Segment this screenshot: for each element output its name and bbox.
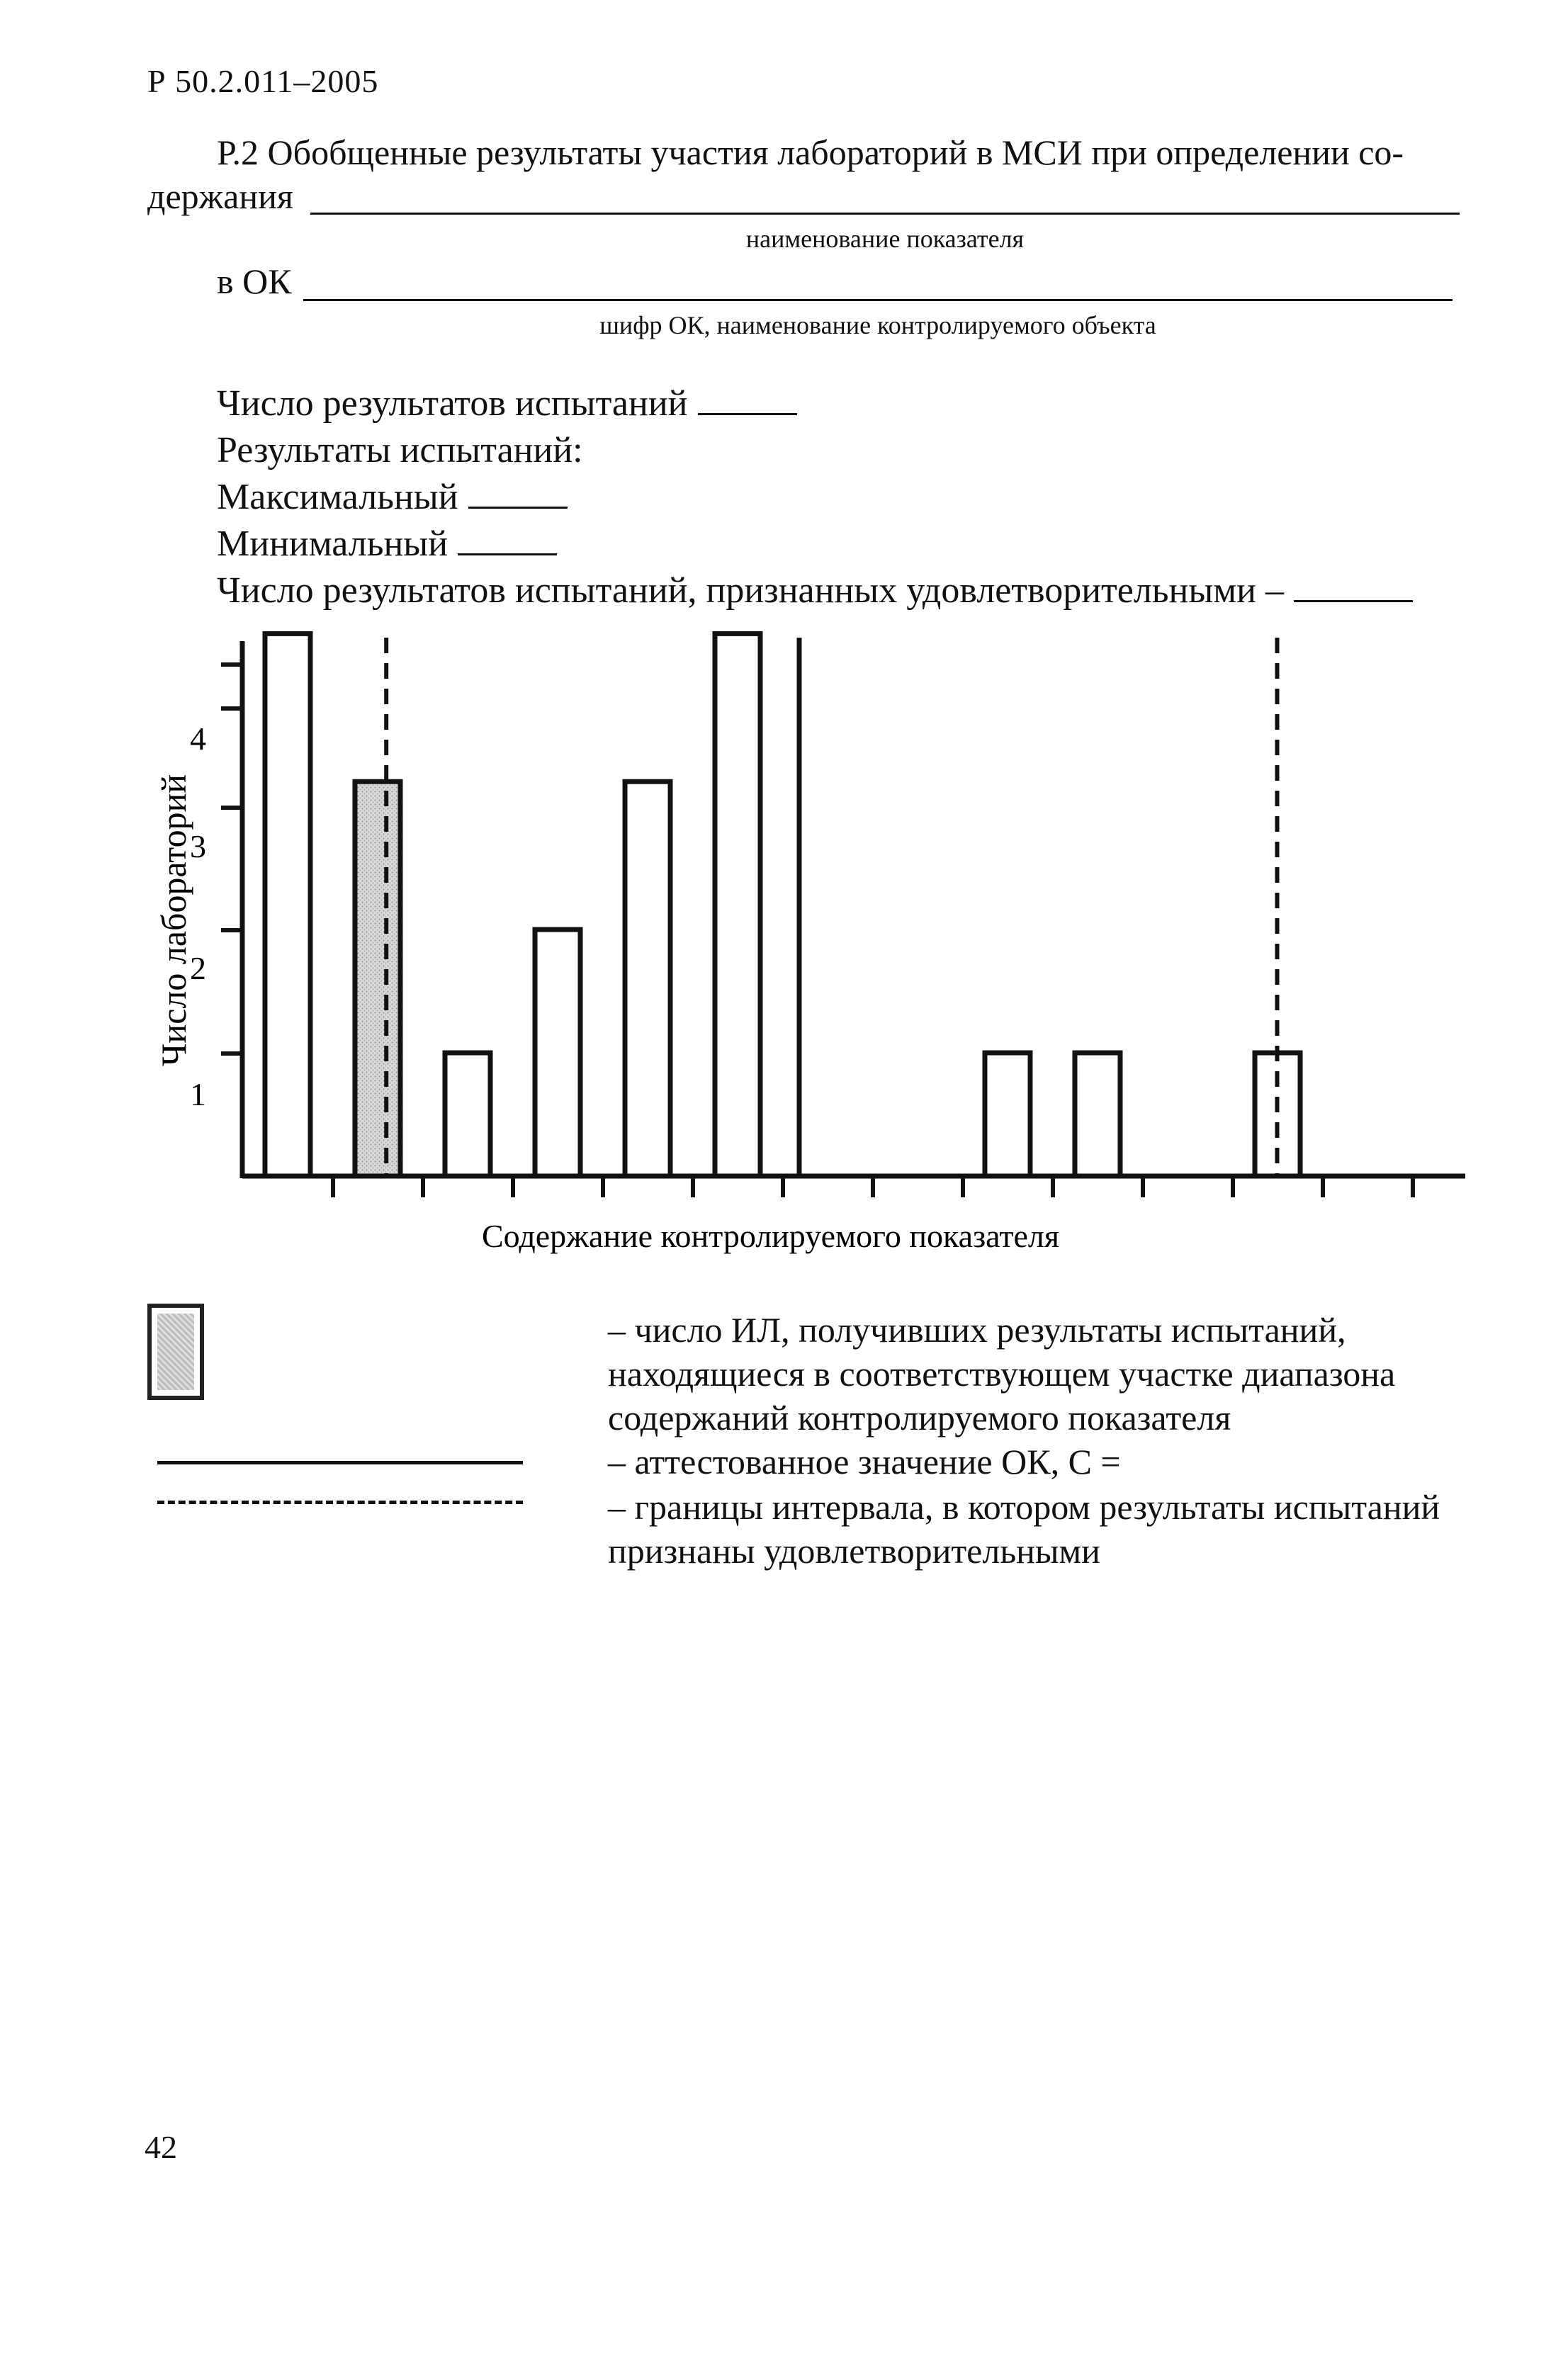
min-label: Минимальный <box>217 524 449 564</box>
document-code: Р 50.2.011–2005 <box>147 63 379 99</box>
indicator-name-caption: наименование показателя <box>745 225 1025 253</box>
y-axis-label: Число лабораторий <box>154 774 193 1066</box>
legend-dashed-line <box>157 1501 523 1504</box>
histogram-bar <box>445 1053 490 1176</box>
histogram-bar <box>355 781 400 1176</box>
histogram-bar <box>625 781 670 1176</box>
section-title-line2: держания <box>147 176 293 216</box>
y-tick-label: 3 <box>190 828 206 864</box>
y-tick-label: 4 <box>190 721 206 757</box>
ok-label: в ОК <box>217 261 292 301</box>
histogram-bar <box>985 1053 1030 1176</box>
legend-solid-line <box>157 1461 523 1464</box>
histogram-bar <box>715 633 760 1176</box>
bars-layer <box>265 633 1300 1176</box>
y-tick-label: 2 <box>190 950 206 986</box>
legend-shaded-text: – число ИЛ, получивших результаты испытаний, находящиеся в соответствующем участке диапазона содержаний контролируемого показателя <box>608 1310 1396 1438</box>
legend-dashed-text: – границы интервала, в котором результаты испытаний признаны удовлетворительными <box>608 1487 1440 1571</box>
section-title-line1: Р.2 Обобщенные результаты участия лабораторий в МСИ при определении со- <box>217 132 1404 172</box>
ok-object-caption: шифр ОК, наименование контролируемого объекта <box>599 311 1156 339</box>
histogram-bar <box>1075 1053 1120 1176</box>
results-heading: Результаты испытаний: <box>217 430 583 470</box>
histogram-bar <box>535 930 580 1176</box>
max-label: Максимальный <box>217 477 458 517</box>
x-axis-label: Содержание контролируемого показателя <box>482 1218 1060 1254</box>
legend-shaded-swatch <box>147 1304 204 1400</box>
satisfactory-label: Число результатов испытаний, признанных удовлетворительными – <box>217 570 1284 611</box>
page-number: 42 <box>145 2129 177 2165</box>
histogram-bar <box>265 633 310 1176</box>
y-tick-label: 1 <box>190 1076 206 1112</box>
legend-solid-text: – аттестованное значение ОК, С = <box>608 1442 1121 1481</box>
reference-lines-layer <box>386 638 1277 1176</box>
results-count-label: Число результатов испытаний <box>217 383 688 424</box>
